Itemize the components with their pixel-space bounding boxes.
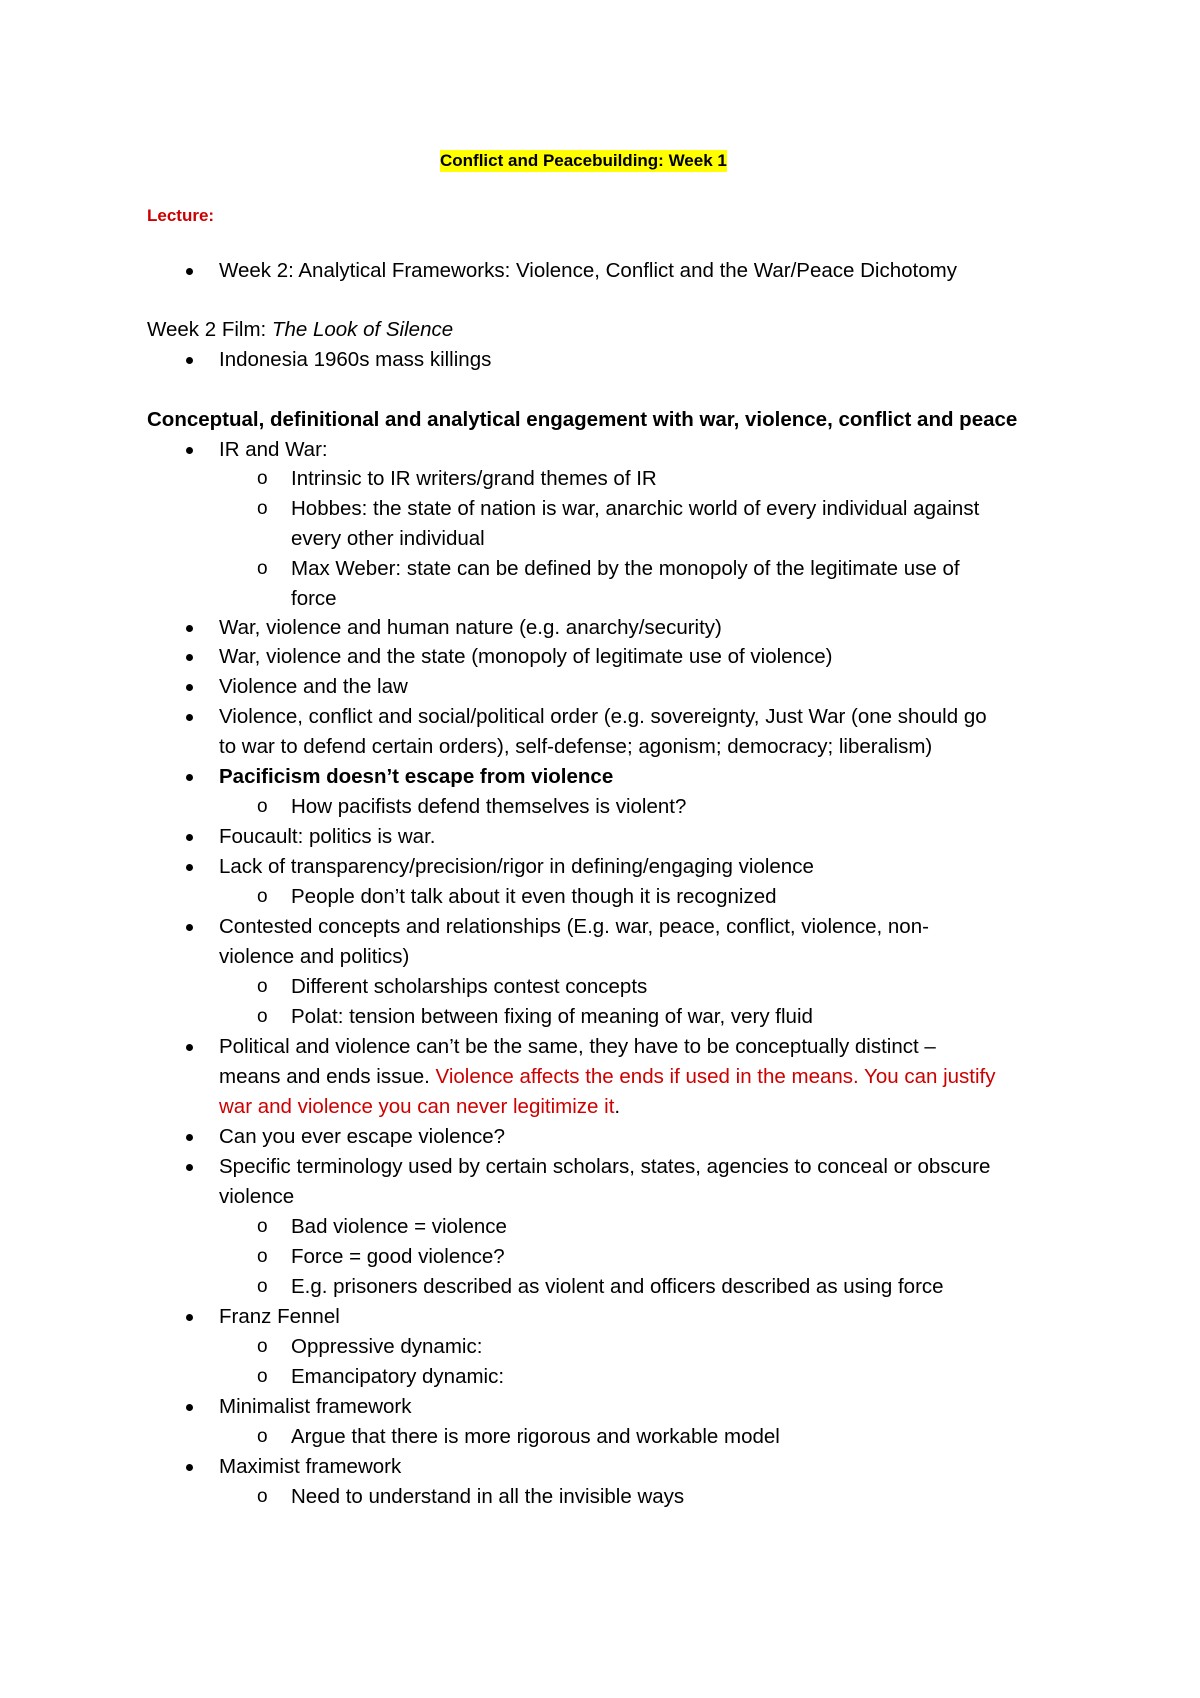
sub-bullet-icon: o [257,976,268,997]
film-item: Indonesia 1960s mass killings [219,348,492,371]
bullet-icon [186,357,193,364]
list-item: Political and violence can’t be the same, they have to be conceptually distinct – [219,1035,936,1058]
list-subitem: How pacifists defend themselves is violent? [291,795,687,818]
list-subitem-cont: force [291,587,337,610]
film-title: The Look of Silence [271,318,454,341]
list-item: Franz Fennel [219,1305,340,1328]
list-subitem: Argue that there is more rigorous and workable model [291,1425,780,1448]
list-subitem: Polat: tension between fixing of meaning of war, very fluid [291,1005,813,1028]
sub-bullet-icon: o [257,1336,268,1357]
plain-text: . [614,1095,621,1118]
bullet-icon [186,924,193,931]
list-subitem: Bad violence = violence [291,1215,507,1238]
bullet-icon [186,447,193,454]
bullet-icon [186,774,193,781]
bullet-icon [186,684,193,691]
bullet-icon [186,1404,193,1411]
list-item-cont: to war to defend certain orders), self-defense; agonism; democracy; liberalism) [219,735,933,758]
bullet-icon [186,268,193,275]
list-item: Minimalist framework [219,1395,412,1418]
list-item: War, violence and the state (monopoly of legitimate use of violence) [219,645,833,668]
list-item: Lack of transparency/precision/rigor in defining/engaging violence [219,855,814,878]
list-subitem: Intrinsic to IR writers/grand themes of IR [291,467,657,490]
list-subitem-cont: every other individual [291,527,485,550]
list-subitem: Need to understand in all the invisible ways [291,1485,685,1508]
plain-text: means and ends issue. [219,1065,436,1088]
list-item-cont [219,1064,995,1090]
sub-bullet-icon: o [257,1216,268,1237]
lecture-item: Week 2: Analytical Frameworks: Violence, Conflict and the War/Peace Dichotomy [219,259,957,282]
emphasis-text: war and violence you can never legitimize it [219,1095,615,1118]
list-item-cont: violence [219,1185,295,1208]
sub-bullet-icon: o [257,886,268,907]
sub-bullet-icon: o [257,558,268,579]
bullet-icon [186,1314,193,1321]
list-subitem: Different scholarships contest concepts [291,975,648,998]
sub-bullet-icon: o [257,796,268,817]
list-item-cont: violence and politics) [219,945,410,968]
list-subitem: People don’t talk about it even though it is recognized [291,885,777,908]
bullet-icon [186,1134,193,1141]
list-item-cont [219,1094,620,1120]
list-item: Specific terminology used by certain scholars, states, agencies to conceal or obscure [219,1155,991,1178]
sub-bullet-icon: o [257,468,268,489]
bullet-icon [186,625,193,632]
bullet-icon [186,1164,193,1171]
section-heading: Conceptual, definitional and analytical engagement with war, violence, conflict and peace [147,408,1018,431]
list-subitem: Max Weber: state can be defined by the monopoly of the legitimate use of [291,557,960,580]
sub-bullet-icon: o [257,1246,268,1267]
list-item: Pacificism doesn’t escape from violence [219,765,614,788]
bullet-icon [186,1044,193,1051]
list-item: Maximist framework [219,1455,402,1478]
list-item: Violence and the law [219,675,408,698]
list-subitem: Emancipatory dynamic: [291,1365,505,1388]
sub-bullet-icon: o [257,1486,268,1507]
list-item: Contested concepts and relationships (E.g. war, peace, conflict, violence, non- [219,915,929,938]
list-item: Foucault: politics is war. [219,825,436,848]
list-subitem: Force = good violence? [291,1245,505,1268]
list-item: Violence, conflict and social/political order (e.g. sovereignty, Just War (one should go [219,705,987,728]
bullet-icon [186,834,193,841]
emphasis-text: Violence affects the ends if used in the means. You can justify [435,1065,996,1088]
sub-bullet-icon: o [257,1006,268,1027]
sub-bullet-icon: o [257,1366,268,1387]
bullet-icon [186,714,193,721]
list-subitem: E.g. prisoners described as violent and officers described as using force [291,1275,944,1298]
list-item: IR and War: [219,438,328,461]
bullet-icon [186,654,193,661]
film-line [147,317,453,343]
list-item: War, violence and human nature (e.g. anarchy/security) [219,616,722,639]
page-title: Conflict and Peacebuilding: Week 1 [440,151,727,170]
sub-bullet-icon: o [257,1426,268,1447]
bullet-icon [186,864,193,871]
sub-bullet-icon: o [257,498,268,519]
lecture-label: Lecture: [147,206,215,225]
film-prefix: Week 2 Film: [147,318,272,341]
list-subitem: Hobbes: the state of nation is war, anarchic world of every individual against [291,497,980,520]
list-subitem: Oppressive dynamic: [291,1335,483,1358]
sub-bullet-icon: o [257,1276,268,1297]
list-item: Can you ever escape violence? [219,1125,506,1148]
bullet-icon [186,1464,193,1471]
